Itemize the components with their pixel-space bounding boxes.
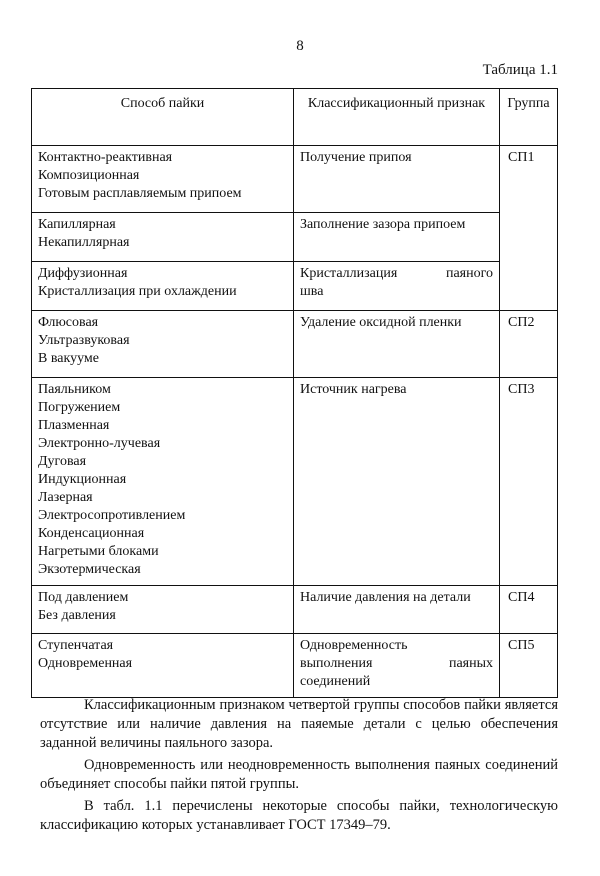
method-item: Нагретыми блоками: [38, 544, 159, 559]
method-cell: [32, 262, 294, 311]
method-item: Флюсовая: [38, 315, 99, 330]
method-item: Индукционная: [38, 472, 127, 487]
body-text: [40, 696, 558, 838]
method-cell: [32, 586, 294, 634]
sign-cell: [294, 634, 500, 698]
method-item: Электросопротивлением: [38, 508, 186, 523]
method-item: Лазерная: [38, 490, 93, 505]
method-item: Погружением: [38, 400, 121, 415]
table-caption: Таблица 1.1: [482, 62, 558, 78]
table-row: [32, 262, 558, 311]
method-item: Экзотермическая: [38, 562, 141, 577]
sign-line: шва: [300, 284, 324, 299]
method-item: Готовым расплавляемым припоем: [38, 186, 242, 201]
group-cell: [500, 213, 558, 262]
sign-cell: Наличие давления на детали: [294, 586, 500, 634]
method-item: Композиционная: [38, 168, 140, 183]
sign-line: выполнения паяных: [300, 656, 493, 671]
header-sign: Классификационный признак: [294, 89, 500, 146]
group-cell: СП5: [500, 634, 558, 698]
paragraph: Классификационным признаком четвертой группы способов пайки является отсутствие или наличие давления на паяемые детали с целью обеспечения заданной величины паяльного зазора.: [40, 697, 558, 751]
method-item: Плазменная: [38, 418, 110, 433]
group-cell: [500, 262, 558, 311]
method-cell: [32, 213, 294, 262]
method-item: Конденсационная: [38, 526, 145, 541]
sign-cell: Заполнение зазора припоем: [294, 213, 500, 262]
header-method: Способ пайки: [32, 89, 294, 146]
table-row: [32, 378, 558, 586]
method-item: Под давлением: [38, 590, 129, 605]
method-item: Дуговая: [38, 454, 87, 469]
method-item: Ультразвуковая: [38, 333, 130, 348]
soldering-classification-table: [31, 88, 558, 698]
method-cell: [32, 634, 294, 698]
sign-cell: [294, 262, 500, 311]
group-cell: СП1: [500, 146, 558, 213]
sign-line: Одновременность: [300, 638, 408, 653]
group-cell: СП4: [500, 586, 558, 634]
method-cell: [32, 378, 294, 586]
header-group: Группа: [500, 89, 558, 146]
method-cell: [32, 311, 294, 378]
table-header-row: [32, 89, 558, 146]
method-item: В вакууме: [38, 351, 99, 366]
page-number: 8: [296, 38, 304, 54]
paragraph: Одновременность или неодновременность выполнения паяных соединений объединяет способы пайки пятой группы.: [40, 757, 558, 792]
sign-cell: Источник нагрева: [294, 378, 500, 586]
method-item: Ступенчатая: [38, 638, 114, 653]
method-item: Паяльником: [38, 382, 111, 397]
sign-line: Кристаллизация паяного: [300, 266, 493, 281]
method-item: Диффузионная: [38, 266, 128, 281]
sign-cell: Удаление оксидной пленки: [294, 311, 500, 378]
sign-line: соединений: [300, 674, 371, 689]
method-item: Контактно-реактивная: [38, 150, 173, 165]
table-row: [32, 213, 558, 262]
method-item: Электронно-лучевая: [38, 436, 161, 451]
sign-cell: Получение припоя: [294, 146, 500, 213]
group-cell: СП2: [500, 311, 558, 378]
group-cell: СП3: [500, 378, 558, 586]
table-row: [32, 146, 558, 213]
method-item: Кристаллизация при охлаждении: [38, 284, 237, 299]
method-item: Одновременная: [38, 656, 133, 671]
paragraph: В табл. 1.1 перечислены некоторые способы пайки, технологическую классификацию которых устанавливает ГОСТ 17349–79.: [40, 798, 558, 833]
table-row: [32, 586, 558, 634]
table-row: [32, 634, 558, 698]
method-item: Некапиллярная: [38, 235, 130, 250]
method-item: Капиллярная: [38, 217, 116, 232]
table-row: [32, 311, 558, 378]
method-item: Без давления: [38, 608, 116, 623]
method-cell: [32, 146, 294, 213]
